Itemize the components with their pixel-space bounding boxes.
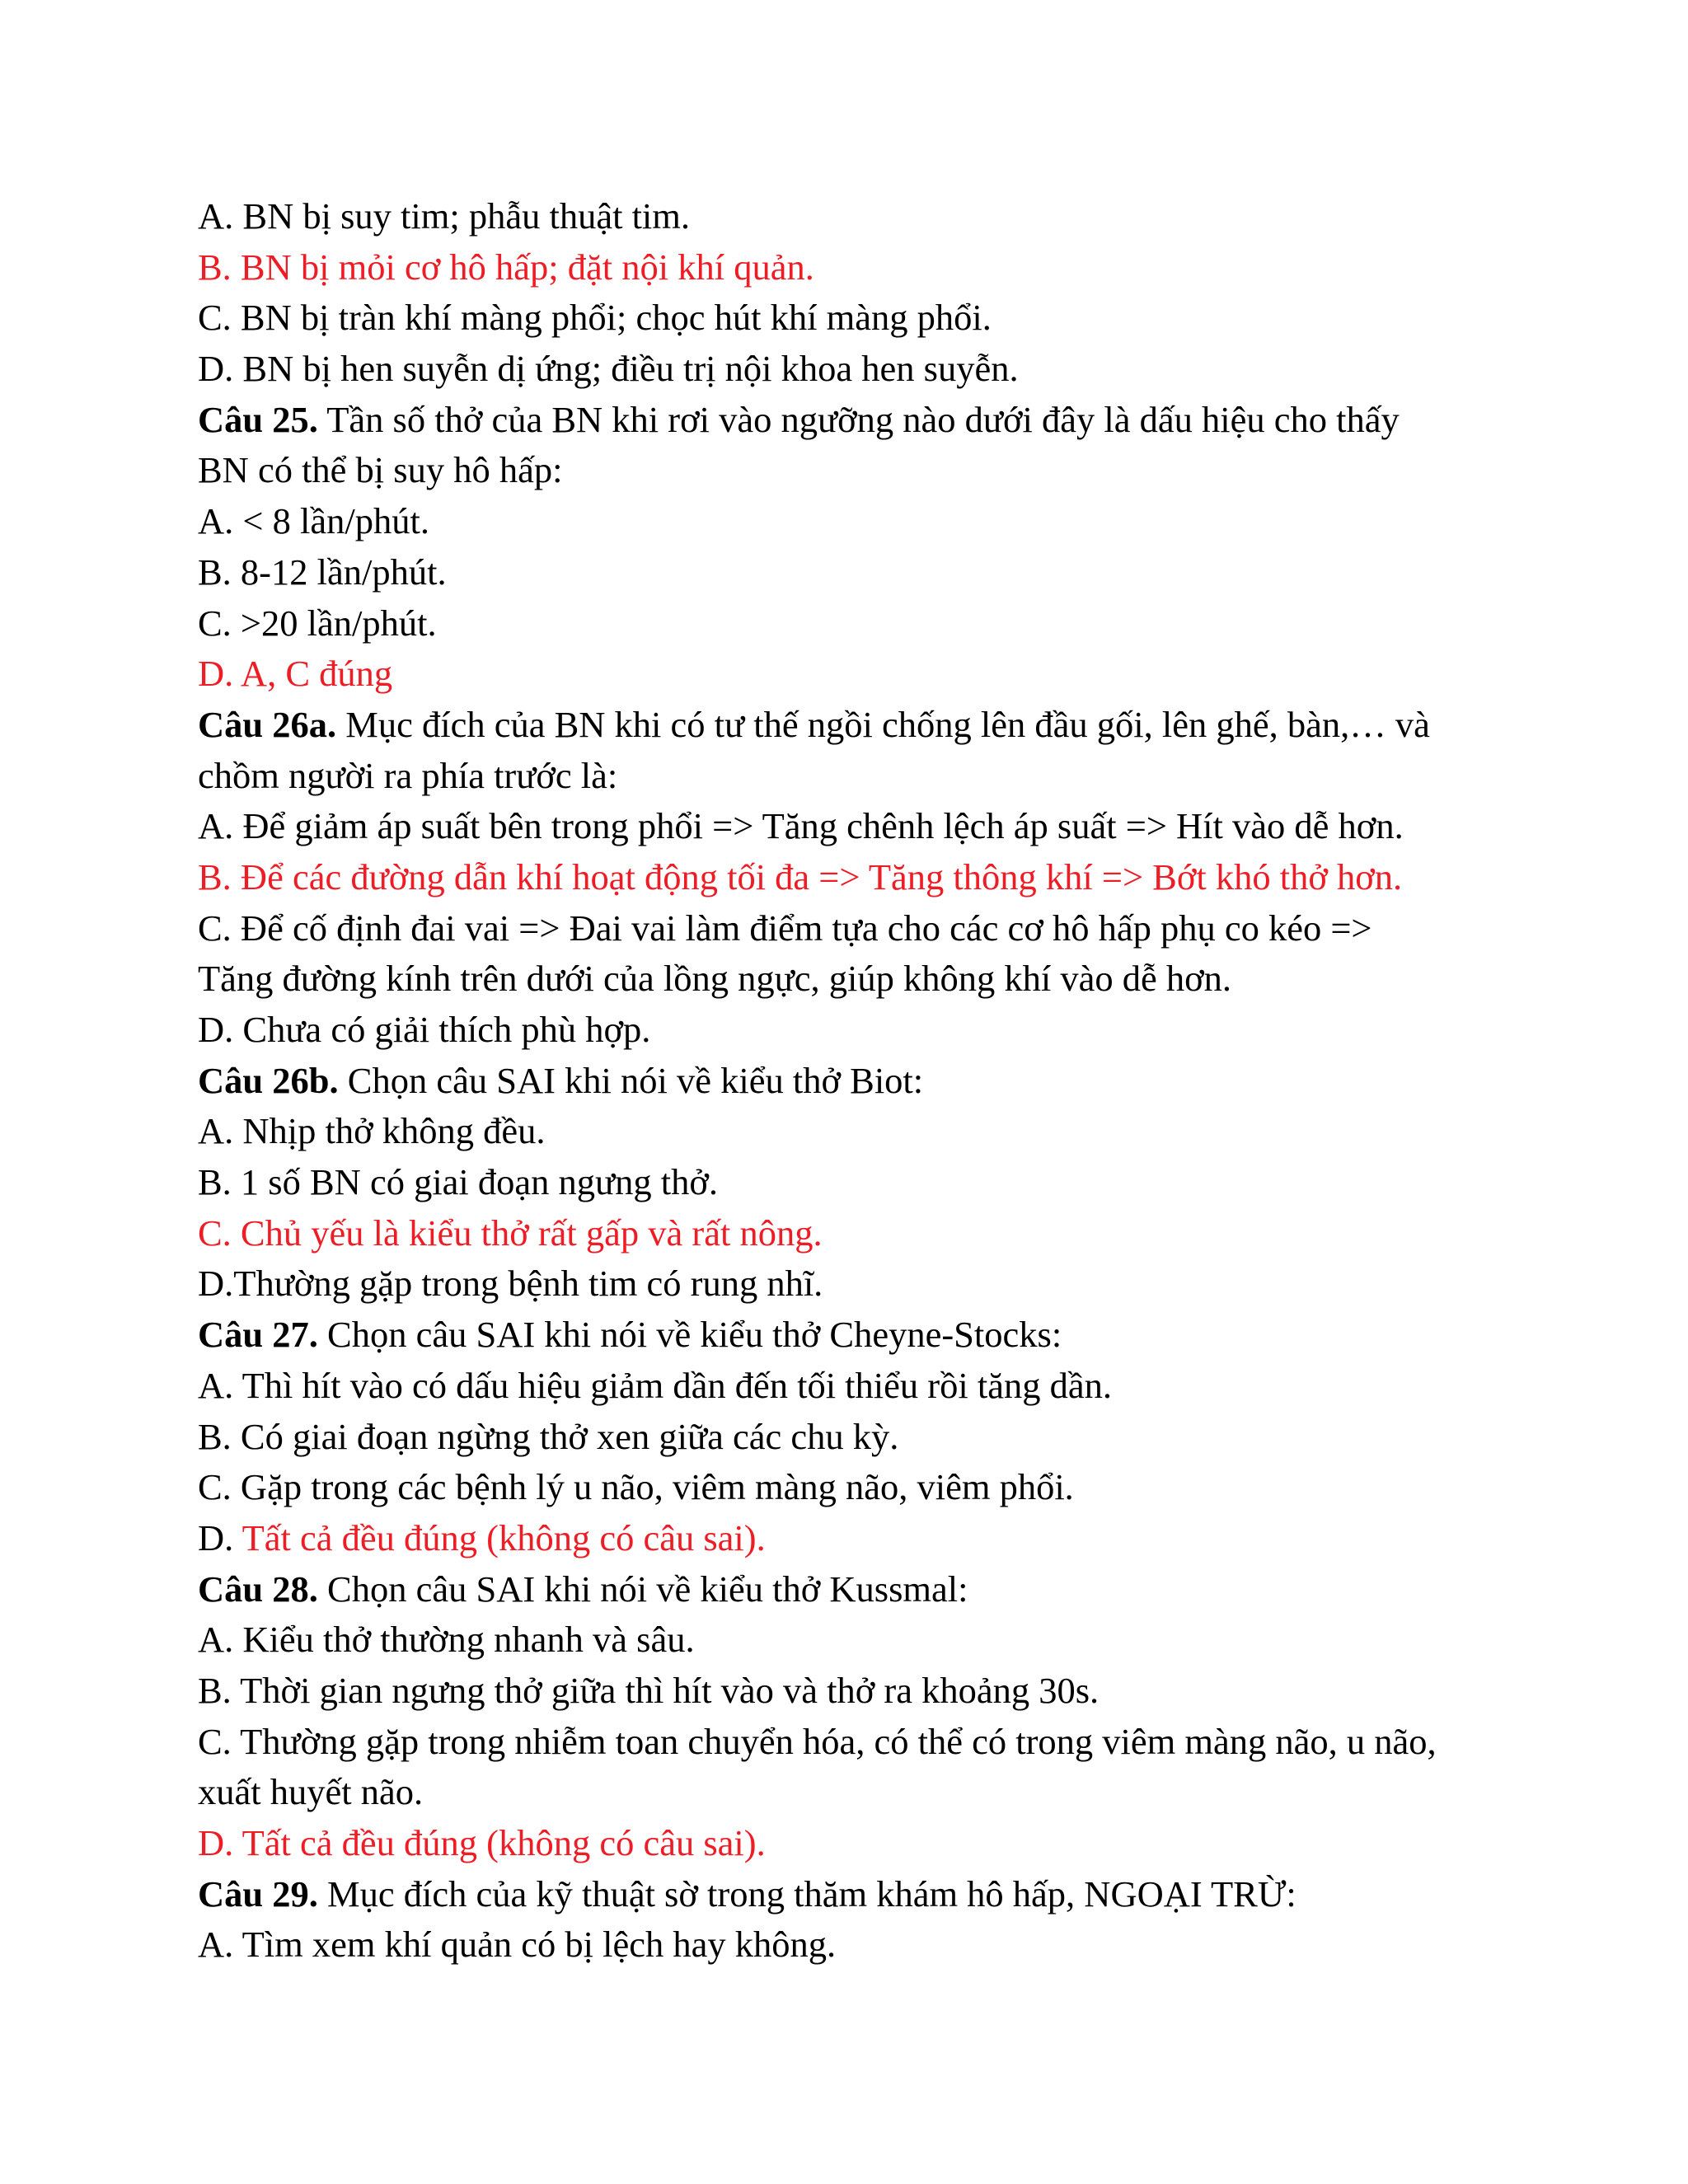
q26b-option-b: B. 1 số BN có giai đoạn ngưng thở. xyxy=(198,1161,719,1203)
q27-option-c: C. Gặp trong các bệnh lý u não, viêm màng não, viêm phổi. xyxy=(198,1466,1074,1508)
q27-option-d-correct xyxy=(198,1513,1517,1564)
q25-stem-line-1 xyxy=(198,395,1517,446)
q26a-stem-line-2: chồm người ra phía trước là: xyxy=(198,754,618,796)
q28-option-c-line-2: xuất huyết não. xyxy=(198,1771,424,1813)
q29-number: Câu 29. xyxy=(198,1872,318,1915)
q28-option-d-correct: D. Tất cả đều đúng (không có câu sai). xyxy=(198,1822,766,1863)
q25-option-a: A. < 8 lần/phút. xyxy=(198,500,429,542)
prev-option-c: C. BN bị tràn khí màng phổi; chọc hút khí màng phổi. xyxy=(198,297,992,339)
q29-option-a: A. Tìm xem khí quản có bị lệch hay không. xyxy=(198,1924,837,1966)
q26a-option-c-line-2: Tăng đường kính trên dưới của lồng ngực, giúp không khí vào dễ hơn. xyxy=(198,958,1232,1000)
q26b-option-c-correct: C. Chủ yếu là kiểu thở rất gấp và rất nông. xyxy=(198,1212,823,1254)
q27-stem-text: Chọn câu SAI khi nói về kiểu thở Cheyne-Stocks: xyxy=(317,1314,1062,1356)
q27-stem xyxy=(198,1310,1517,1361)
q26a-option-c-line-1: C. Để cố định đai vai => Đai vai làm điểm tựa cho các cơ hô hấp phụ co kéo => xyxy=(198,907,1372,949)
q29-stem-text: Mục đích của kỹ thuật sờ trong thăm khám hô hấp, NGOẠI TRỪ: xyxy=(317,1872,1296,1915)
q26a-option-d: D. Chưa có giải thích phù hợp. xyxy=(198,1009,651,1050)
q29-stem xyxy=(198,1869,1517,1920)
q26a-stem-text: Mục đích của BN khi có tư thế ngồi chống lên đầu gối, lên ghế, bàn,… và xyxy=(336,703,1430,745)
q25-option-b: B. 8-12 lần/phút. xyxy=(198,551,447,593)
q26b-stem-text: Chọn câu SAI khi nói về kiểu thở Biot: xyxy=(338,1059,924,1101)
q25-option-d-correct: D. A, C đúng xyxy=(198,653,393,695)
q25-stem-text: Tần số thở của BN khi rơi vào ngưỡng nào dưới đây là dấu hiệu cho thấy xyxy=(317,398,1400,440)
q28-number: Câu 28. xyxy=(198,1568,318,1610)
q25-stem-line-2: BN có thể bị suy hô hấp: xyxy=(198,449,563,491)
q28-option-b: B. Thời gian ngưng thở giữa thì hít vào và thở ra khoảng 30s. xyxy=(198,1669,1100,1711)
q28-option-a: A. Kiểu thở thường nhanh và sâu. xyxy=(198,1619,695,1661)
q26a-stem-line-1 xyxy=(198,700,1517,751)
q26b-number: Câu 26b. xyxy=(198,1059,339,1101)
prev-option-a: A. BN bị suy tim; phẫu thuật tim. xyxy=(198,195,691,237)
q28-stem xyxy=(198,1564,1517,1615)
q27-number: Câu 27. xyxy=(198,1314,318,1356)
q26a-option-a: A. Để giảm áp suất bên trong phổi => Tăng chênh lệch áp suất => Hít vào dễ hơn. xyxy=(198,805,1404,847)
q27-option-a: A. Thì hít vào có dấu hiệu giảm dần đến tối thiểu rồi tăng dần. xyxy=(198,1364,1112,1406)
q25-option-c: C. >20 lần/phút. xyxy=(198,602,437,644)
q28-option-c-line-1: C. Thường gặp trong nhiễm toan chuyển hóa, có thể có trong viêm màng não, u não, xyxy=(198,1720,1437,1762)
q28-stem-text: Chọn câu SAI khi nói về kiểu thở Kussmal: xyxy=(317,1568,968,1610)
q26b-option-a: A. Nhịp thở không đều. xyxy=(198,1110,546,1152)
q27-option-d-text: Tất cả đều đúng (không có câu sai). xyxy=(241,1516,766,1558)
q26b-option-d: D.Thường gặp trong bệnh tim có rung nhĩ. xyxy=(198,1263,823,1305)
q26b-stem xyxy=(198,1056,1517,1107)
q27-option-b: B. Có giai đoạn ngừng thở xen giữa các chu kỳ. xyxy=(198,1415,899,1457)
document-page xyxy=(198,191,1517,1971)
prev-option-b-correct: B. BN bị mỏi cơ hô hấp; đặt nội khí quản. xyxy=(198,246,814,288)
prev-option-d: D. BN bị hen suyễn dị ứng; điều trị nội khoa hen suyễn. xyxy=(198,348,1019,390)
q25-number: Câu 25. xyxy=(198,398,318,440)
q26a-option-b-correct: B. Để các đường dẫn khí hoạt động tối đa => Tăng thông khí => Bớt khó thở hơn. xyxy=(198,855,1403,898)
q26a-number: Câu 26a. xyxy=(198,703,337,745)
q27-option-d-letter: D. xyxy=(198,1516,242,1558)
